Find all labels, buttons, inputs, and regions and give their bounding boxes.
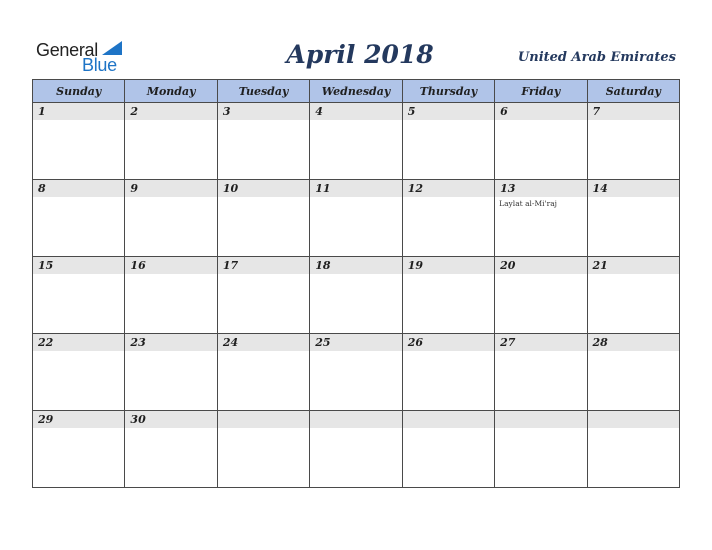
day-cell: [587, 257, 679, 334]
day-number: 13: [495, 180, 586, 197]
day-number: 16: [125, 257, 216, 274]
calendar-grid: [32, 79, 680, 488]
day-number: [495, 411, 586, 428]
day-cell: [125, 103, 217, 180]
day-number: 27: [495, 334, 586, 351]
day-number: [403, 411, 494, 428]
day-cell: [402, 257, 494, 334]
day-number: 12: [403, 180, 494, 197]
day-number: 14: [588, 180, 679, 197]
weekday-header: Wednesday: [310, 80, 402, 103]
day-number: 5: [403, 103, 494, 120]
day-number: 9: [125, 180, 216, 197]
day-number: 29: [33, 411, 124, 428]
logo-word-blue: Blue: [82, 55, 117, 75]
logo-word-general: General: [36, 40, 98, 60]
day-number: 28: [588, 334, 679, 351]
day-cell: [495, 180, 587, 257]
day-cell: [495, 257, 587, 334]
country-name: United Arab Emirates: [517, 50, 676, 65]
calendar-title: April 2018: [286, 40, 434, 69]
day-cell: [33, 180, 125, 257]
day-cell: [33, 334, 125, 411]
weekday-header-row: [33, 80, 680, 103]
day-number: 18: [310, 257, 401, 274]
day-cell: [217, 334, 309, 411]
day-cell: [310, 411, 402, 488]
day-number: 15: [33, 257, 124, 274]
week-row: [33, 257, 680, 334]
day-cell: [587, 411, 679, 488]
day-number: 2: [125, 103, 216, 120]
day-cell: [402, 103, 494, 180]
day-cell: [495, 334, 587, 411]
day-cell: [125, 257, 217, 334]
weekday-header: Sunday: [33, 80, 125, 103]
day-cell: [125, 411, 217, 488]
weekday-header: Monday: [125, 80, 217, 103]
week-row: [33, 103, 680, 180]
day-number: 21: [588, 257, 679, 274]
day-number: 23: [125, 334, 216, 351]
day-cell: [310, 334, 402, 411]
day-number: 8: [33, 180, 124, 197]
day-number: [588, 411, 679, 428]
day-cell: [587, 103, 679, 180]
day-cell: [587, 180, 679, 257]
weekday-header: Friday: [495, 80, 587, 103]
day-number: 20: [495, 257, 586, 274]
day-number: 17: [218, 257, 309, 274]
day-cell: [33, 257, 125, 334]
day-cell: [217, 180, 309, 257]
generalblue-logo: [36, 40, 128, 74]
day-number: 19: [403, 257, 494, 274]
holiday-label: Laylat al-Mi'raj: [499, 199, 557, 208]
day-cell: [217, 257, 309, 334]
day-cell: [402, 411, 494, 488]
week-row: [33, 411, 680, 488]
day-number: 25: [310, 334, 401, 351]
weekday-header: Tuesday: [217, 80, 309, 103]
day-number: [218, 411, 309, 428]
day-number: [310, 411, 401, 428]
day-number: 30: [125, 411, 216, 428]
day-number: 4: [310, 103, 401, 120]
day-cell: [310, 180, 402, 257]
day-number: 7: [588, 103, 679, 120]
day-cell: [310, 257, 402, 334]
day-cell: [33, 103, 125, 180]
day-number: 10: [218, 180, 309, 197]
day-number: 26: [403, 334, 494, 351]
day-number: 24: [218, 334, 309, 351]
weekday-header: Thursday: [402, 80, 494, 103]
day-number: 3: [218, 103, 309, 120]
day-cell: [495, 103, 587, 180]
calendar-body: [33, 103, 680, 488]
day-cell: [125, 334, 217, 411]
day-cell: [125, 180, 217, 257]
day-cell: [217, 411, 309, 488]
day-number: 6: [495, 103, 586, 120]
day-cell: [495, 411, 587, 488]
day-number: 11: [310, 180, 401, 197]
logo-triangle-icon: [102, 41, 122, 55]
day-cell: [587, 334, 679, 411]
weekday-header: Saturday: [587, 80, 679, 103]
day-number: 1: [33, 103, 124, 120]
day-cell: [217, 103, 309, 180]
week-row: [33, 180, 680, 257]
day-cell: [402, 334, 494, 411]
day-cell: [402, 180, 494, 257]
day-cell: [310, 103, 402, 180]
week-row: [33, 334, 680, 411]
day-cell: [33, 411, 125, 488]
day-number: 22: [33, 334, 124, 351]
